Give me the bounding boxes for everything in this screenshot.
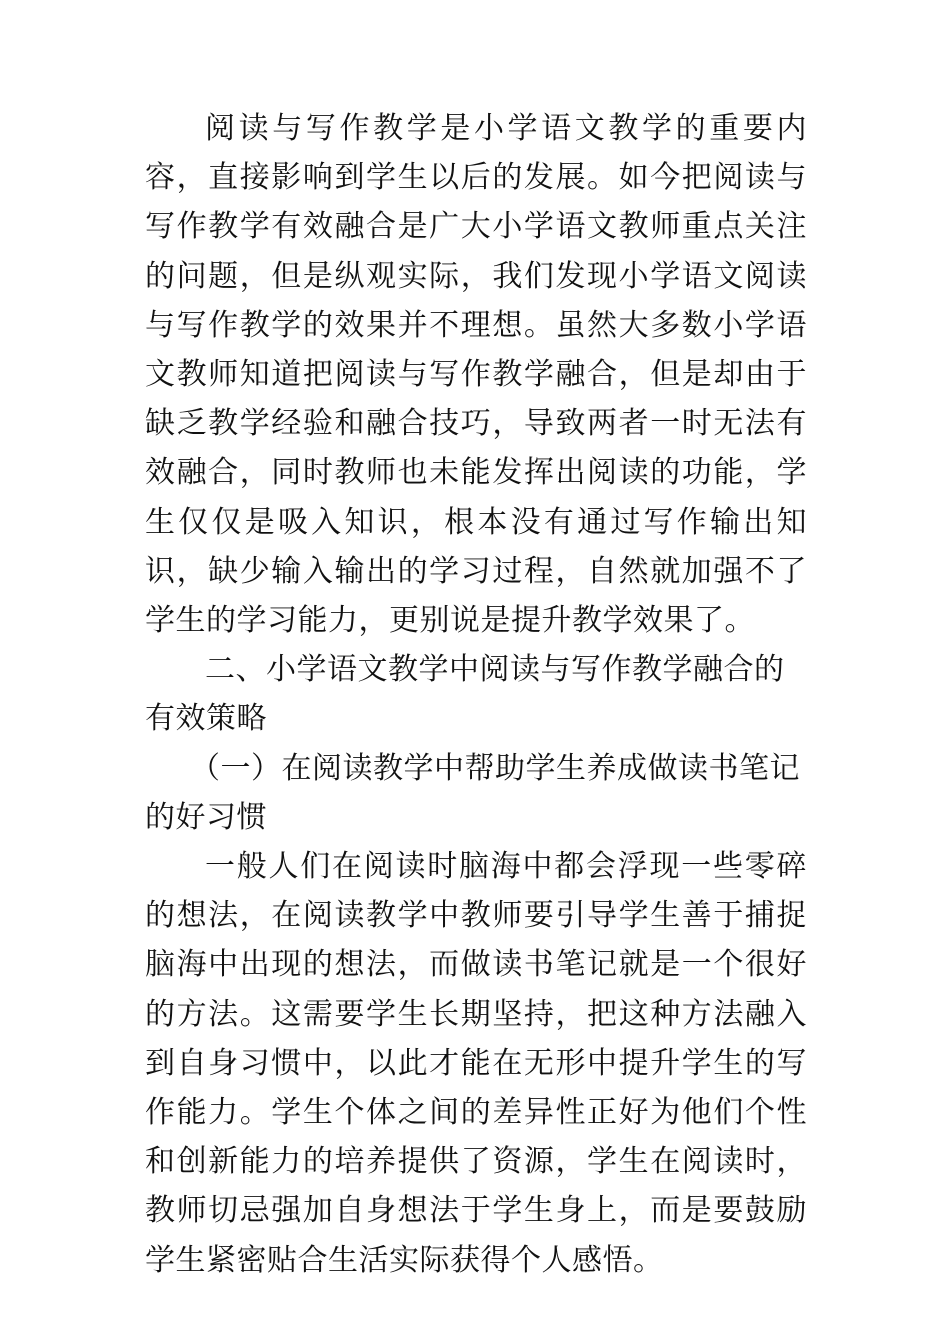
subsection-heading: （一）在阅读教学中帮助学生养成做读书笔记的好习惯 bbox=[145, 750, 800, 835]
document-body bbox=[145, 104, 807, 1285]
section-heading: 二、小学语文教学中阅读与写作教学融合的有效策略 bbox=[145, 652, 785, 737]
paragraph-intro: 阅读与写作教学是小学语文教学的重要内容，直接影响到学生以后的发展。如今把阅读与写作教学有效融合是广大小学语文教师重点关注的问题，但是纵观实际，我们发现小学语文阅读与写作教学的效果并不理想。虽然大多数小学语文教师知道把阅读与写作教学融合，但是却由于缺乏教学经验和融合技巧，导致两者一时无法有效融合，同时教师也未能发挥出阅读的功能，学生仅仅是吸入知识，根本没有通过写作输出知识，缺少输入输出的学习过程，自然就加强不了学生的学习能力，更别说是提升教学效果了。 bbox=[145, 111, 807, 639]
paragraph-body: 一般人们在阅读时脑海中都会浮现一些零碎的想法，在阅读教学中教师要引导学生善于捕捉脑海中出现的想法，而做读书笔记就是一个很好的方法。这需要学生长期坚持，把这种方法融入到自身习惯中，以此才能在无形中提升学生的写作能力。学生个体之间的差异性正好为他们个性和创新能力的培养提供了资源，学生在阅读时，教师切忌强加自身想法于学生身上，而是要鼓励学生紧密贴合生活实际获得个人感悟。 bbox=[145, 849, 807, 1278]
